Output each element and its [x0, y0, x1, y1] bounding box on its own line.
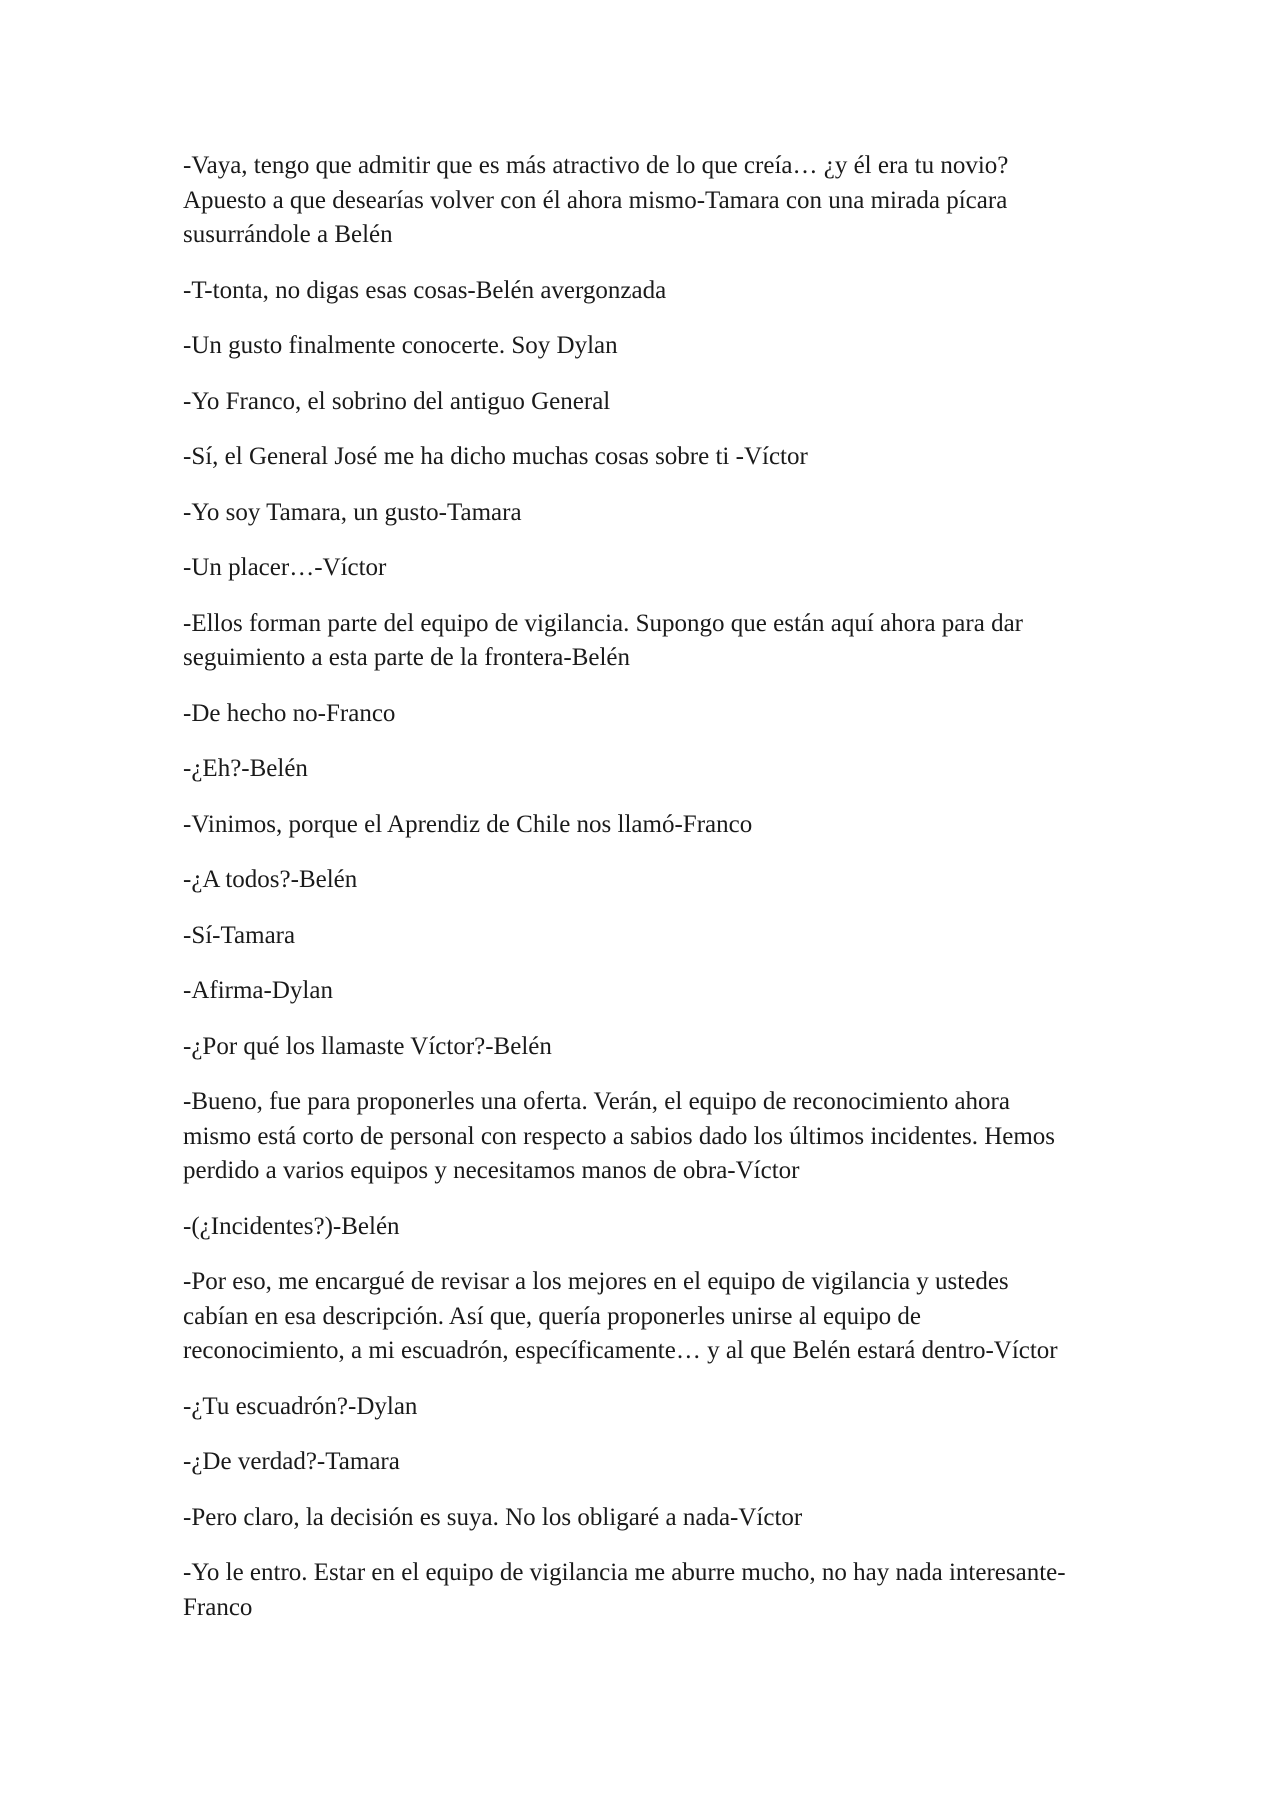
paragraph: -¿Por qué los llamaste Víctor?-Belén [183, 1032, 552, 1060]
paragraph: -Afirma-Dylan [183, 977, 333, 1004]
paragraph: -Yo soy Tamara, un gusto-Tamara [183, 498, 522, 526]
paragraph: -Por eso, me encargué de revisar a los mejores en el equipo de vigilancia y ustedes cabían en esa descripción. Así que, quería proponerles unirse al equipo de reconocimiento, a mi escuadrón, específicamente… y al que Belén estará dentro-Víctor [183, 1268, 1058, 1364]
paragraph: -Bueno, fue para proponerles una oferta. Verán, el equipo de reconocimiento ahora mismo está corto de personal con respecto a sabios dado los últimos incidentes. Hemos perdido a varios equipos y necesitamos manos de obra-Víctor [183, 1088, 1056, 1184]
paragraph: -¿Eh?-Belén [183, 755, 308, 782]
paragraph: -¿De verdad?-Tamara [183, 1448, 400, 1475]
paragraph: -Un gusto finalmente conocerte. Soy Dylan [183, 332, 618, 359]
paragraph: -Vaya, tengo que admitir que es más atractivo de lo que creía… ¿y él era tu novio? Apuesto a que desearías volver con él ahora mismo-Tamara con una mirada pícara susurrándole a Belén [183, 152, 1009, 248]
paragraph: -Yo le entro. Estar en el equipo de vigilancia me aburre mucho, no hay nada interesante- Franco [183, 1559, 1066, 1621]
paragraph: -T-tonta, no digas esas cosas-Belén avergonzada [183, 276, 667, 304]
paragraph: -Yo Franco, el sobrino del antiguo General [183, 387, 611, 415]
paragraph: -¿Tu escuadrón?-Dylan [183, 1392, 418, 1420]
paragraph: -Ellos forman parte del equipo de vigilancia. Supongo que están aquí ahora para dar seguimiento a esta parte de la frontera-Belén [183, 609, 1023, 671]
paragraph: -¿A todos?-Belén [183, 866, 358, 893]
paragraph: -Vinimos, porque el Aprendiz de Chile nos llamó-Franco [183, 810, 753, 838]
paragraph: -Un placer…-Víctor [183, 554, 387, 581]
paragraph: -De hecho no-Franco [183, 699, 396, 727]
dialogue-text [183, 149, 1103, 1625]
paragraph: -Pero claro, la decisión es suya. No los obligaré a nada-Víctor [183, 1503, 803, 1531]
paragraph: -(¿Incidentes?)-Belén [183, 1212, 400, 1240]
paragraph: -Sí-Tamara [183, 921, 296, 949]
paragraph: -Sí, el General José me ha dicho muchas cosas sobre ti -Víctor [183, 443, 808, 470]
